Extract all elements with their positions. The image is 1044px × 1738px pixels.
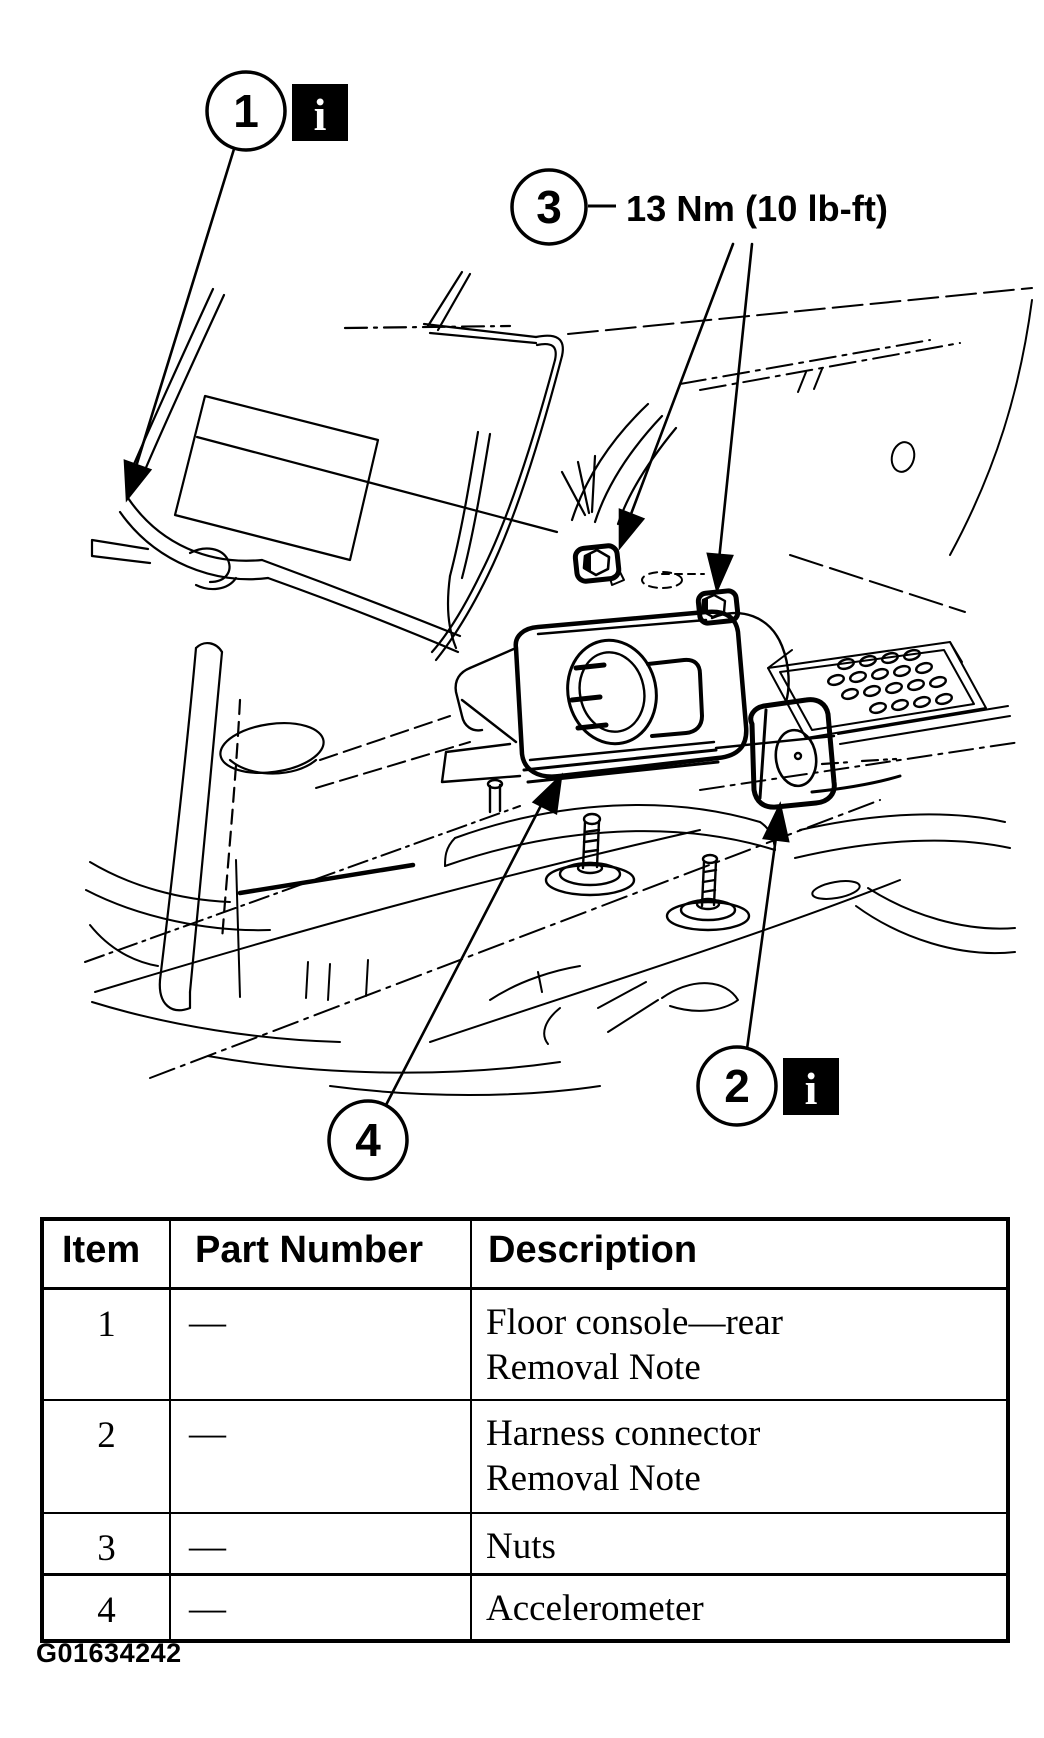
description-cell	[471, 1513, 1008, 1575]
callout-1-label: 1	[233, 85, 259, 137]
item-number: 4	[42, 1575, 170, 1642]
stud-art-1	[546, 814, 634, 895]
leader-line-4	[386, 790, 549, 1105]
description-line: Removal Note	[486, 1458, 701, 1499]
description-line: Floor console—rear	[486, 1302, 783, 1343]
table-row	[42, 1513, 1008, 1575]
info-icon-glyph: i	[804, 1063, 818, 1114]
table-row	[42, 1289, 1008, 1401]
torque-note: 13 Nm (10 lb-ft)	[626, 188, 888, 229]
description-cell	[471, 1575, 1008, 1642]
floor-console-art	[92, 272, 676, 1010]
column-header-part-number: Part Number	[170, 1219, 471, 1289]
accelerometer-art	[442, 612, 834, 812]
plate-holes	[827, 648, 953, 714]
description-cell	[471, 1400, 1008, 1513]
part-number: —	[170, 1513, 471, 1575]
callout-3-label: 3	[536, 181, 562, 233]
table-row	[42, 1575, 1008, 1642]
floor-pan-art	[85, 288, 1032, 1095]
info-icon-glyph: i	[313, 89, 327, 140]
callout-4	[329, 1101, 407, 1179]
item-number: 1	[42, 1289, 170, 1401]
leader-line-3a	[628, 244, 733, 522]
leader-arrow-2	[764, 805, 788, 841]
leader-line-1	[135, 149, 234, 470]
leader-arrow-3b	[708, 554, 732, 590]
callout-2-label: 2	[724, 1060, 750, 1112]
leader-arrow-3a	[620, 510, 643, 547]
column-header-item: Item	[42, 1219, 170, 1289]
parts-table	[40, 1217, 1010, 1643]
description-line: Nuts	[486, 1526, 556, 1567]
callout-4-label: 4	[355, 1114, 381, 1166]
leader-line-2	[747, 830, 777, 1049]
harness-connector-art	[751, 700, 900, 807]
description-cell	[471, 1289, 1008, 1401]
description-line: Accelerometer	[486, 1588, 704, 1629]
figure-code: G01634242	[36, 1638, 182, 1668]
column-header-description: Description	[471, 1219, 1008, 1289]
item-number: 3	[42, 1513, 170, 1575]
callout-3	[512, 170, 888, 244]
leader-line-3b	[719, 244, 752, 560]
table-header-row	[42, 1219, 1008, 1289]
part-number: —	[170, 1289, 471, 1401]
callout-2	[698, 1047, 839, 1125]
description-line: Removal Note	[486, 1347, 701, 1388]
part-number: —	[170, 1400, 471, 1513]
table-row	[42, 1400, 1008, 1513]
item-number: 2	[42, 1400, 170, 1513]
description-line: Harness connector	[486, 1413, 761, 1454]
callout-1	[207, 72, 348, 150]
nut-art-2	[698, 590, 739, 624]
part-number: —	[170, 1575, 471, 1642]
nut-art-1	[574, 545, 619, 582]
